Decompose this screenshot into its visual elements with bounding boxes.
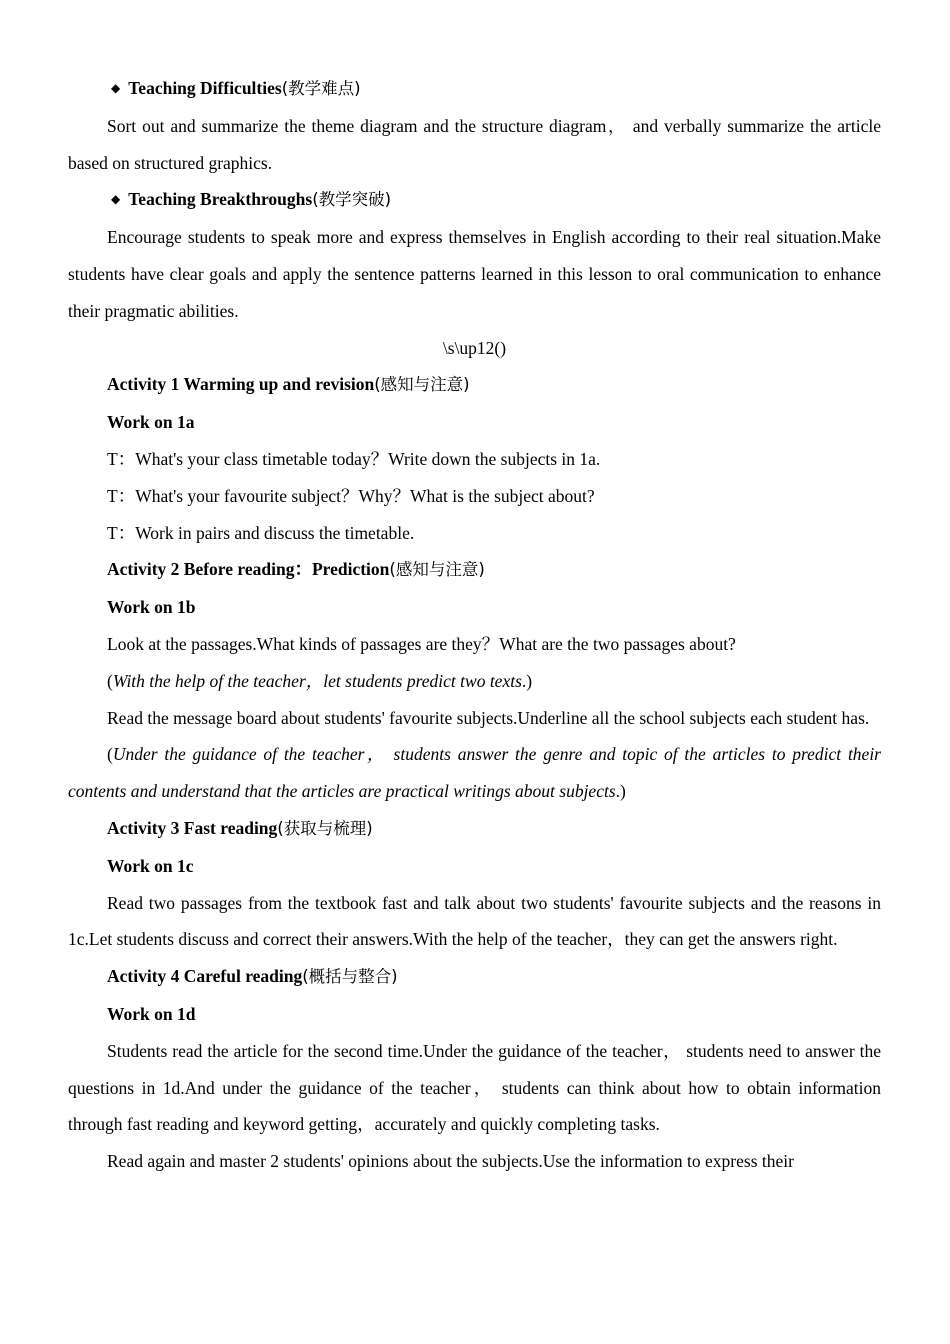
activity3-heading <box>68 810 881 848</box>
activity3-work <box>68 848 881 885</box>
activity2-paragraph-1: Look at the passages.What kinds of passages are they？What are the two passages about? <box>107 633 736 654</box>
difficulties-heading: Teaching Difficulties <box>128 78 282 98</box>
activity2-title: Activity 2 Before reading：Prediction <box>107 559 390 580</box>
breakthroughs-heading: Teaching Breakthroughs <box>128 189 313 210</box>
difficulties-heading-line <box>68 70 881 108</box>
diamond-bullet-icon: ◆ <box>111 192 121 207</box>
activity1-work-label: Work on 1a <box>107 412 195 433</box>
activity4-work <box>68 996 881 1033</box>
field-code: \s\up12() <box>442 337 507 358</box>
activity4-paragraph-2: Read again and master 2 students' opinions about the subjects.Use the information to express their <box>107 1151 794 1172</box>
activity1-question-3: T：Work in pairs and discuss the timetable. <box>107 522 415 543</box>
document-page <box>68 70 881 1180</box>
note2-open: ( <box>107 744 113 765</box>
activity4-heading <box>68 958 881 996</box>
activity3-title: Activity 3 Fast reading <box>107 817 278 838</box>
activity1-work <box>68 404 881 441</box>
difficulties-text: Sort out and summarize the theme diagram and the structure diagram， and verbally summarize the article based on structured graphics. <box>68 115 881 173</box>
activity1-question-1: T：What's your class timetable today？Write down the subjects in 1a. <box>107 448 601 469</box>
activity2-title-cn: (感知与注意) <box>389 560 485 580</box>
note1-open: ( <box>107 670 113 691</box>
diamond-bullet-icon: ◆ <box>111 81 121 95</box>
activity1-question-2: T：What's your favourite subject？Why？What is the subject about? <box>107 485 595 506</box>
activity1-heading <box>68 366 881 404</box>
activity3-title-cn: (获取与梳理) <box>277 818 373 838</box>
activity2-work <box>68 589 881 626</box>
note2-text: Under the guidance of the teacher， students answer the genre and topic of the articles to predict their contents and understand that the articles are practical writings about subjects <box>68 744 881 802</box>
activity2-work-label: Work on 1b <box>107 597 196 618</box>
note2-close: .) <box>615 781 626 802</box>
activity2-note-1 <box>68 663 881 700</box>
breakthroughs-heading-cn: (教学突破) <box>312 190 392 210</box>
difficulties-heading-cn: (教学难点) <box>281 79 361 98</box>
activity2-note-2 <box>68 736 881 810</box>
note1-close: .) <box>521 670 533 691</box>
activity2-paragraph-2: Read the message board about students' favourite subjects.Underline all the school subjects each student has. <box>107 707 870 728</box>
activity4-work-label: Work on 1d <box>107 1003 196 1024</box>
note1-text: With the help of the teacher，let students predict two texts <box>112 670 522 691</box>
activity3-work-label: Work on 1c <box>107 855 194 876</box>
activity4-title: Activity 4 Careful reading <box>107 966 303 987</box>
activity3-paragraph-1: Read two passages from the textbook fast and talk about two students' favourite subjects and the reasons in 1c.Let students discuss and correct their answers.With the help of the teacher，they can get the answers right. <box>68 892 881 950</box>
activity2-heading <box>68 551 881 589</box>
activity1-title: Activity 1 Warming up and revision <box>107 374 375 395</box>
activity1-title-cn: (感知与注意) <box>374 375 470 395</box>
activity4-paragraph-1: Students read the article for the second time.Under the guidance of the teacher， students need to answer the questions in 1d.And under the guidance of the teacher， students can think about how to obtain information through fast reading and keyword getting，accurately and quickly completing tasks. <box>68 1040 881 1135</box>
breakthroughs-text: Encourage students to speak more and express themselves in English according to their real situation.Make students have clear goals and apply the sentence patterns learned in this lesson to oral communication to enhance their pragmatic abilities. <box>68 227 881 321</box>
breakthroughs-heading-line <box>68 181 881 219</box>
activity4-title-cn: (概括与整合) <box>302 967 398 987</box>
